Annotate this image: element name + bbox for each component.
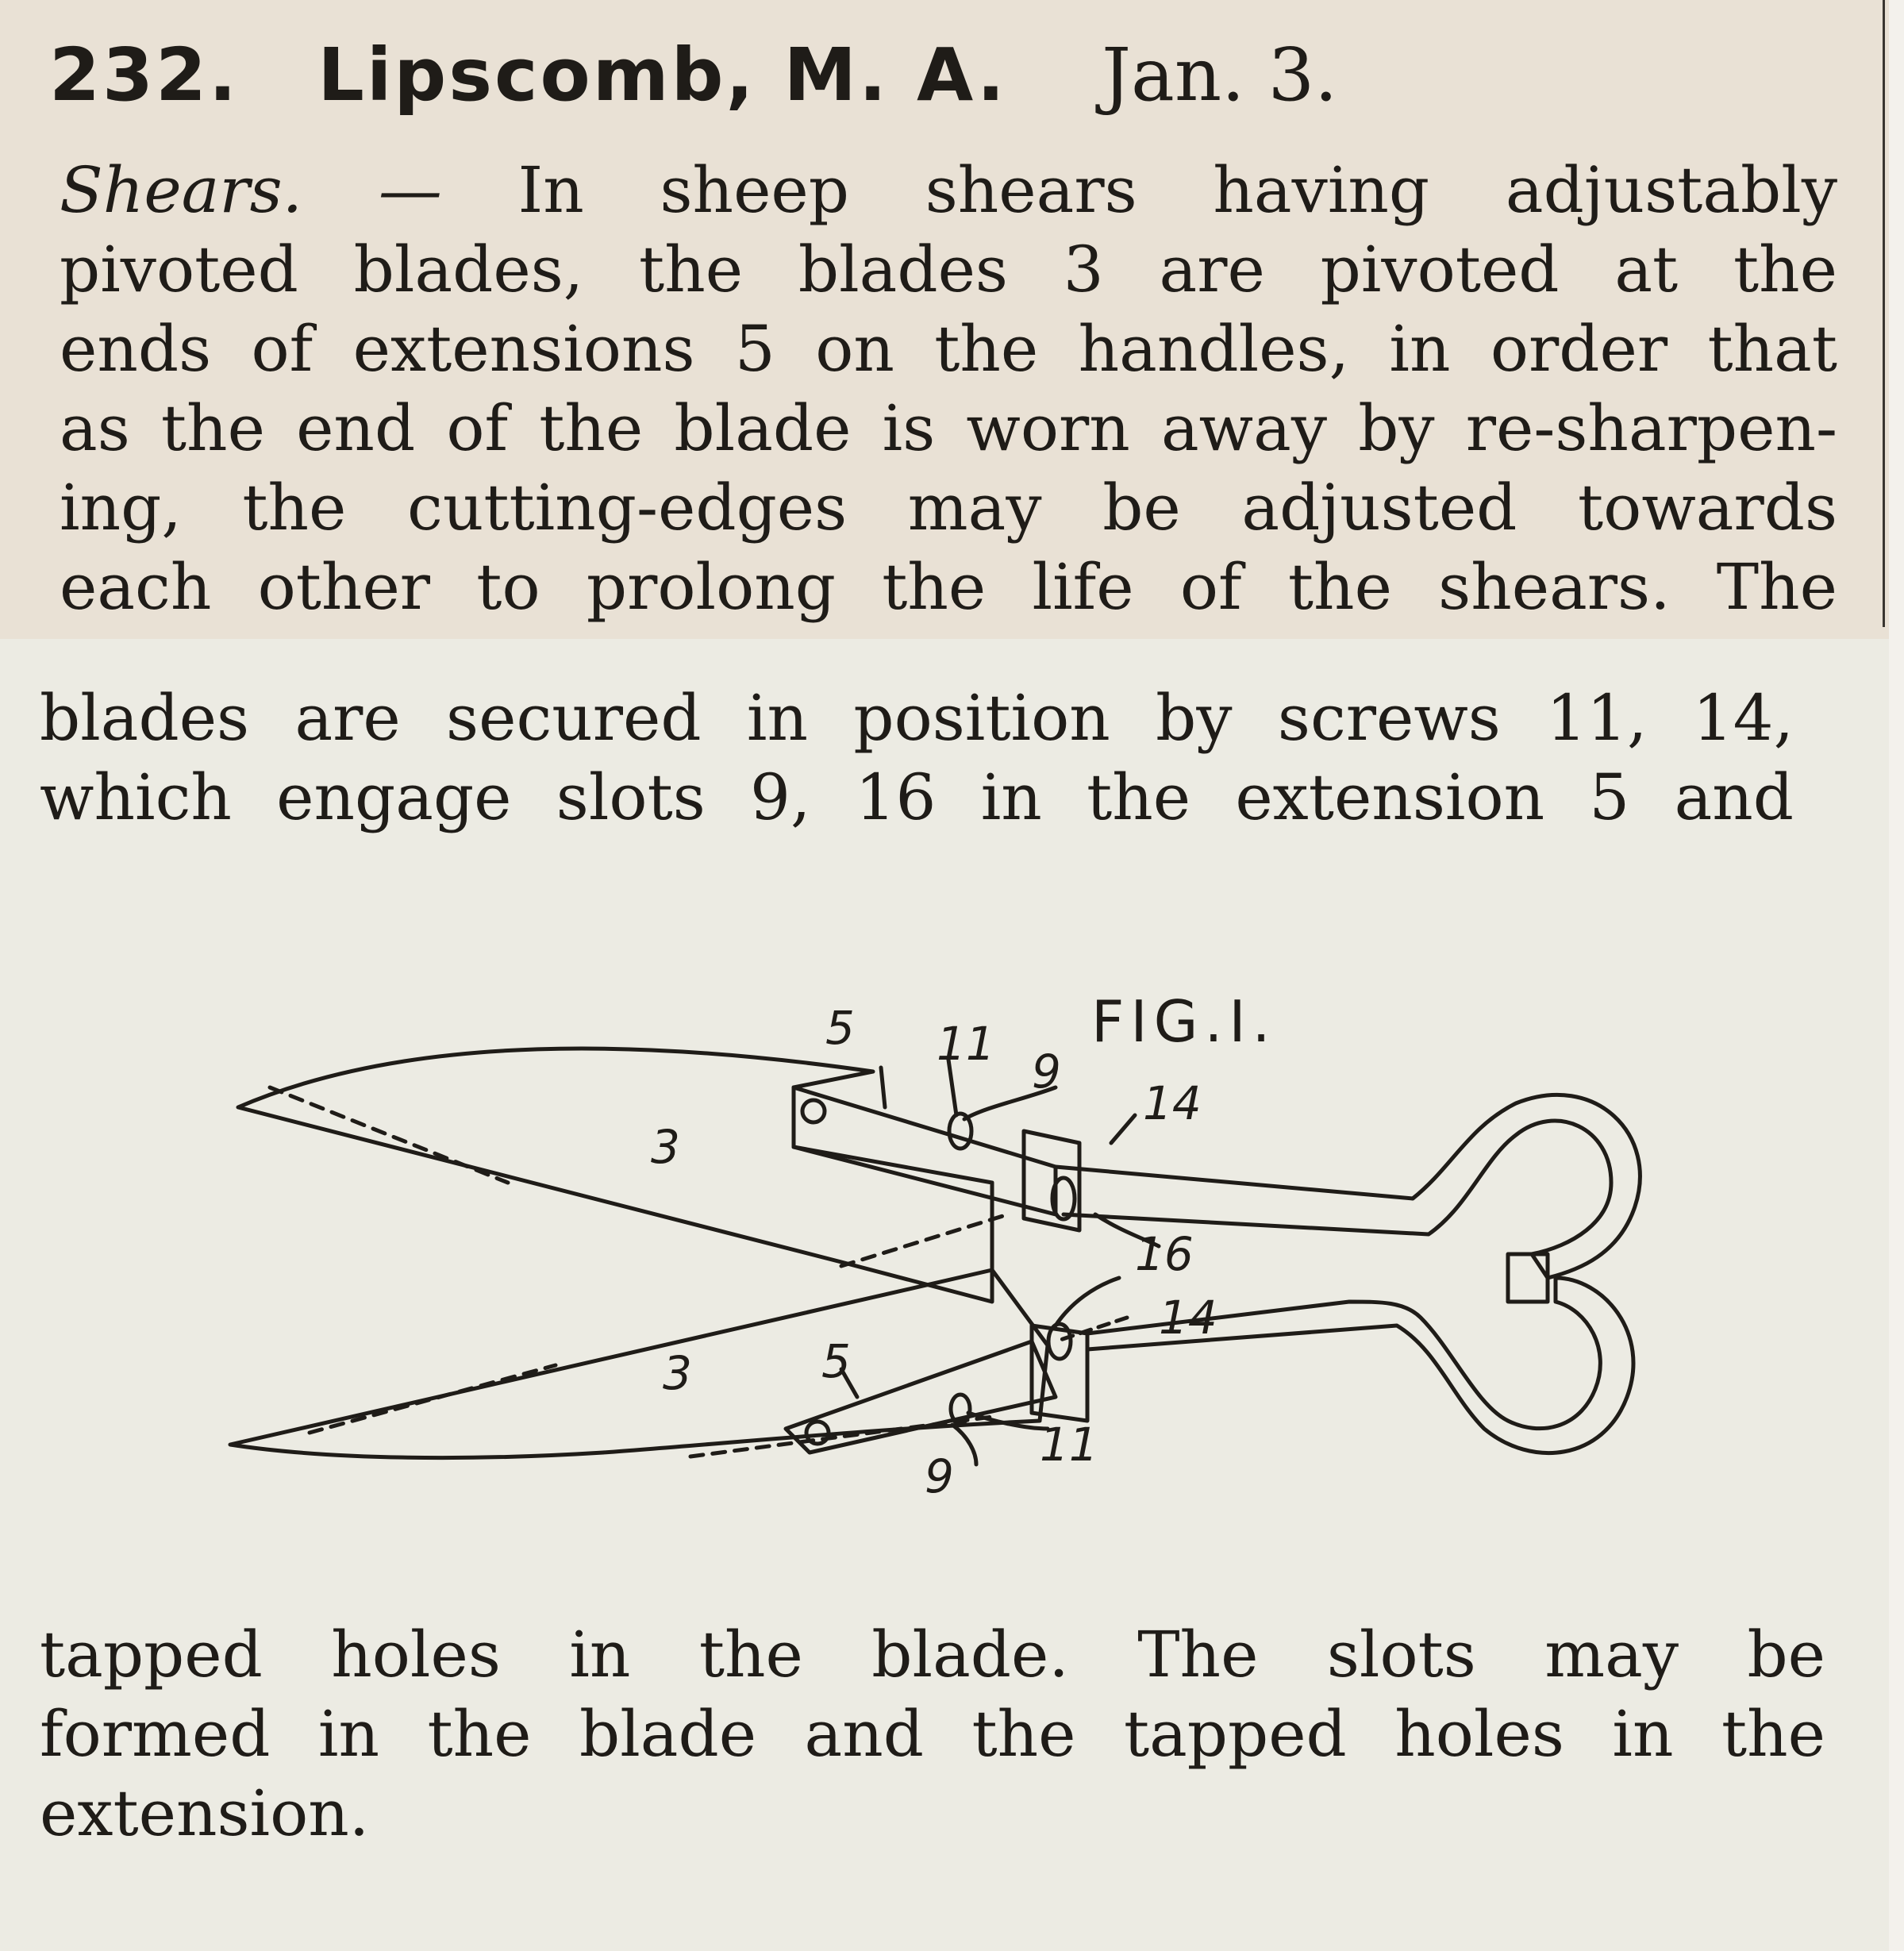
abstract-lead: Shears. — <box>60 153 442 227</box>
abstract-line: as the end of the blade is worn away by re-sharpen- <box>60 391 1837 465</box>
abstract-line: formed in the blade and the tapped holes in the <box>40 1697 1825 1771</box>
abstract-line: which engage slots 9, 16 in the extension 5 and <box>40 760 1794 834</box>
ref-9-upper: 9 <box>1032 1045 1061 1099</box>
lower-blade <box>230 1270 1048 1458</box>
upper-extension <box>794 1087 1056 1214</box>
upper-blade-dashes <box>270 1087 1008 1266</box>
upper-pivot <box>802 1100 825 1122</box>
abstract-bottom <box>40 1615 1825 1853</box>
ref-14-lower: 14 <box>1159 1291 1217 1345</box>
ref-11-lower: 11 <box>1040 1418 1098 1472</box>
handle-joint <box>1508 1254 1548 1302</box>
abstract-line: ends of extensions 5 on the handles, in order that <box>60 312 1837 386</box>
lower-pivot <box>806 1422 829 1444</box>
inventor-name: Lipscomb, M. A. <box>317 33 1007 117</box>
lower-blade-dashes <box>310 1365 992 1457</box>
abstract-line: ing, the cutting-edges may be adjusted towards <box>60 471 1837 545</box>
ref-14-upper: 14 <box>1143 1076 1202 1130</box>
ref-9-lower: 9 <box>925 1449 954 1503</box>
leader-9-lower <box>952 1425 976 1464</box>
ref-5-lower: 5 <box>821 1334 851 1388</box>
leader-14-upper <box>1111 1115 1135 1143</box>
abstract-line: each other to prolong the life of the shears. The <box>60 550 1837 624</box>
ref-11-upper: 11 <box>937 1017 995 1071</box>
abstract-line: Shears. — In sheep shears having adjustably <box>60 153 1838 227</box>
ref-3-upper: 3 <box>651 1120 680 1174</box>
leader-16-lower <box>1056 1278 1119 1326</box>
abstract-line: extension. <box>40 1776 370 1850</box>
abstract-line: tapped holes in the blade. The slots may be <box>40 1618 1825 1691</box>
ref-3-lower: 3 <box>663 1346 692 1400</box>
abstract-line: pivoted blades, the blades 3 are pivoted at the <box>60 233 1837 306</box>
leader-5-upper <box>881 1068 885 1107</box>
entry-date: Jan. 3. <box>1102 33 1338 117</box>
abstract-line: blades are secured in position by screws 11, 14, <box>40 681 1794 755</box>
ref-16: 16 <box>1135 1227 1194 1281</box>
figure-caption: FIG.I. <box>1091 988 1277 1055</box>
ref-5-upper: 5 <box>825 1001 855 1055</box>
entry-number: 232. <box>49 33 239 117</box>
upper-blade <box>238 1049 992 1302</box>
